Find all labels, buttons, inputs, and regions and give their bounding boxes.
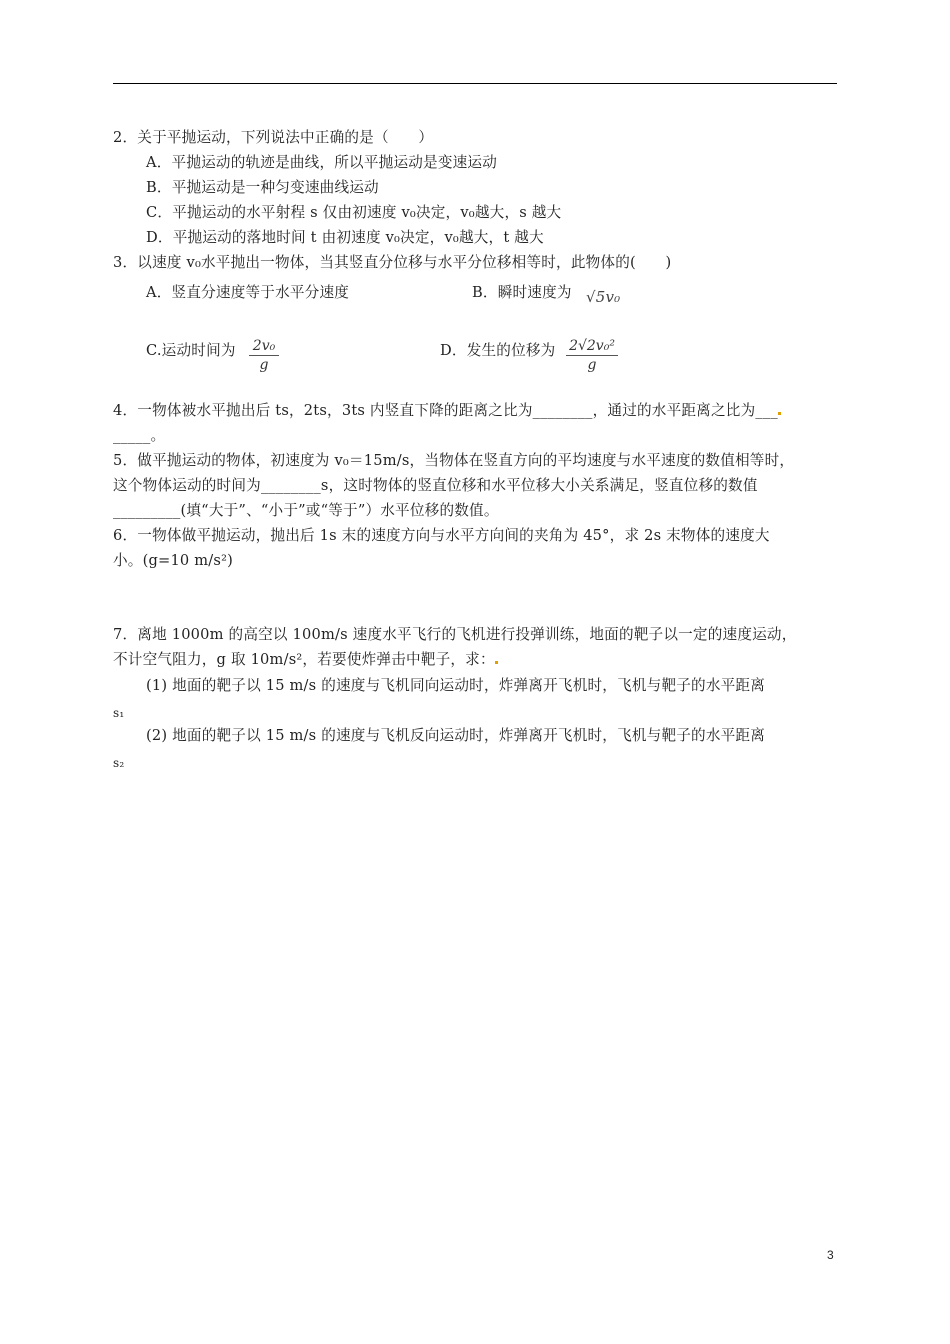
q7-part-1-variable: s₁ — [113, 706, 125, 720]
q7-line-1: 7．离地 1000m 的高空以 100m/s 速度水平飞行的飞机进行投弹训练，地面的靶子以一定的速度运动， — [113, 626, 797, 643]
fraction-bar — [249, 355, 279, 356]
header-rule — [113, 83, 837, 84]
q3-option-c-fraction — [249, 338, 279, 373]
q3-option-b-formula: √5v₀ — [586, 288, 621, 306]
mark-dot — [495, 661, 498, 664]
q3-option-d: D．发生的位移为 — [440, 342, 556, 359]
fraction-bar — [566, 355, 618, 356]
q6-line-2: 小。(g=10 m/s²) — [113, 552, 234, 569]
q2-stem: 2．关于平抛运动，下列说法中正确的是（ ） — [113, 129, 434, 146]
q4-line-1 — [113, 401, 781, 421]
q5-line-3: _________(填“大于”、“小于”或“等于”）水平位移的数值。 — [113, 502, 499, 519]
page-number: 3 — [827, 1248, 834, 1262]
q7-part-2-variable: s₂ — [113, 756, 125, 770]
mark-dot — [778, 412, 781, 415]
q4-line-1-text: 4．一物体被水平抛出后 ts，2ts，3ts 内竖直下降的距离之比为________，通过的水平距离之比为___ — [113, 402, 778, 419]
q7-part-2: (2) 地面的靶子以 15 m/s 的速度与飞机反向运动时，炸弹离开飞机时，飞机与靶子的水平距离 — [146, 727, 766, 744]
q7-line-2-text: 不计空气阻力，g 取 10m/s²，若要使炸弹击中靶子，求： — [113, 651, 495, 668]
q3-option-c-numerator: 2v₀ — [252, 338, 276, 354]
q3-option-d-denominator: g — [587, 357, 597, 373]
q3-option-c: C.运动时间为 — [146, 342, 236, 359]
q5-line-1: 5．做平抛运动的物体，初速度为 v₀＝15m/s，当物体在竖直方向的平均速度与水平速度的数值相等时， — [113, 452, 795, 469]
q2-option-d: D．平抛运动的落地时间 t 由初速度 v₀决定，v₀越大，t 越大 — [146, 229, 544, 246]
q7-part-1: (1) 地面的靶子以 15 m/s 的速度与飞机同向运动时，炸弹离开飞机时，飞机与靶子的水平距离 — [146, 677, 766, 694]
q2-option-b: B．平抛运动是一种匀变速曲线运动 — [146, 179, 379, 196]
q6-line-1: 6．一物体做平抛运动，抛出后 1s 末的速度方向与水平方向间的夹角为 45°，求 2s 末物体的速度大 — [113, 527, 770, 544]
q2-option-a: A．平抛运动的轨迹是曲线，所以平抛运动是变速运动 — [146, 154, 497, 171]
q7-line-2 — [113, 650, 498, 670]
q3-option-b: B．瞬时速度为 — [472, 284, 572, 301]
q3-option-a: A．竖直分速度等于水平分速度 — [146, 284, 350, 301]
q3-stem: 3．以速度 v₀水平抛出一物体，当其竖直分位移与水平分位移相等时，此物体的( ) — [113, 254, 672, 271]
q3-option-c-denominator: g — [259, 357, 269, 373]
q3-option-d-numerator: 2√2v₀² — [569, 338, 615, 354]
q4-line-2: _____。 — [113, 427, 166, 444]
q2-option-c: C．平抛运动的水平射程 s 仅由初速度 v₀决定，v₀越大，s 越大 — [146, 204, 562, 221]
q3-option-d-fraction — [566, 338, 618, 373]
q5-line-2: 这个物体运动的时间为________s，这时物体的竖直位移和水平位移大小关系满足，竖直位移的数值 — [113, 477, 758, 494]
